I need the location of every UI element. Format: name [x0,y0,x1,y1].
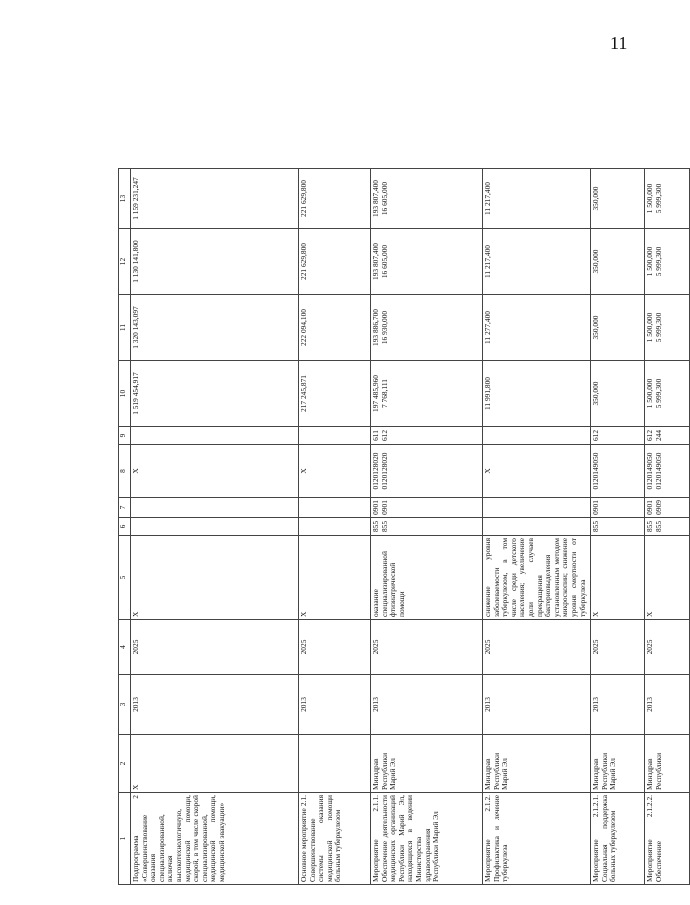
cell-value: 855 [653,520,663,533]
column-header-11: 11 [119,295,131,361]
cell-value: 16 605,000 [379,244,389,279]
cell-col-6 [299,518,371,536]
cell-value: 612 [379,429,389,442]
cell-col-5: X [591,536,645,620]
column-header-2: 2 [119,735,131,793]
table-row [371,169,483,885]
cell-value: 193 807,400 [371,180,380,217]
cell-value: 855 [591,520,600,533]
cell-col-6 [591,518,645,536]
cell-col-10 [483,361,591,427]
cell-value: 222 094,100 [299,309,308,346]
cell-value: 855 [379,520,389,533]
cell-value: 0909 [653,500,663,515]
cell-col-11 [371,295,483,361]
cell-value: 1 500,000 [645,246,654,277]
cell-value: 350,000 [591,315,600,340]
cell-col-8 [371,445,483,498]
cell-col-11 [299,295,371,361]
cell-value: 11 991,800 [483,377,492,410]
cell-col-12 [371,229,483,295]
cell-col-13 [483,169,591,229]
cell-col-4: 2025 [299,620,371,675]
cell-value: 1 159 231,247 [131,177,140,220]
cell-col-2: Минздрав Республики Марий Эл [591,735,645,793]
cell-value: 193 886,700 [371,309,380,346]
cell-col-3: 2013 [483,675,591,735]
cell-value: 350,000 [591,186,600,211]
column-header-5: 5 [119,536,131,620]
cell-col-6 [483,518,591,536]
cell-col-12 [483,229,591,295]
column-header-6: 6 [119,518,131,536]
cell-col-11 [645,295,690,361]
cell-col-13 [131,169,299,229]
cell-value: 11 277,400 [483,311,492,344]
table-row [299,169,371,885]
cell-col-9 [131,427,299,445]
cell-col-8 [591,445,645,498]
cell-col-10 [591,361,645,427]
cell-col-2: Минздрав Республики [645,735,690,793]
column-header-13: 13 [119,169,131,229]
cell-col-4: 2025 [371,620,483,675]
cell-value: 0901 [379,500,389,515]
column-number-row [119,169,131,885]
table-row [591,169,645,885]
cell-value: 350,000 [591,381,600,406]
column-header-7: 7 [119,498,131,518]
cell-col-8 [483,445,591,498]
cell-value: 16 605,000 [379,181,389,216]
cell-col-9 [483,427,591,445]
cell-col-2: X [131,735,299,793]
cell-value: X [131,468,140,474]
cell-value: 0901 [645,500,654,515]
cell-col-12 [645,229,690,295]
cell-col-3: 2013 [645,675,690,735]
cell-value [300,500,309,515]
cell-value: 7 768,111 [379,379,389,409]
cell-col-5: X [645,536,690,620]
cell-value: 0901 [591,500,600,515]
cell-value: 1 320 143,097 [131,306,140,349]
cell-col-7 [299,498,371,518]
cell-col-11 [483,295,591,361]
cell-value: 221 629,800 [299,243,308,280]
cell-col-4: 2025 [131,620,299,675]
cell-col-6 [371,518,483,536]
cell-col-11 [591,295,645,361]
column-header-1: 1 [119,793,131,885]
cell-value: 1 519 454,917 [131,372,140,415]
cell-col-7 [591,498,645,518]
cell-col-7 [483,498,591,518]
cell-value [300,520,309,533]
cell-value: 0901 [371,500,380,515]
cell-value: 1 130 141,800 [131,240,140,283]
cell-value: 5 999,300 [653,246,663,277]
cell-col-12 [131,229,299,295]
table-body [131,169,690,885]
cell-value: 5 999,300 [653,378,663,409]
cell-value [484,429,493,442]
cell-value: 0120149050 [591,452,600,490]
cell-col-4: 2025 [483,620,591,675]
cell-value: 350,000 [591,249,600,274]
table-row [131,169,299,885]
cell-value: 1 500,000 [645,378,654,409]
cell-value [300,429,309,442]
cell-col-9 [371,427,483,445]
cell-col-1: Основное мероприятие 2.1. Совершенствование системы оказания медицинской помощи больным туберкулезом [299,793,371,885]
page-number: 11 [610,33,628,53]
cell-col-7 [645,498,690,518]
program-funding-table [118,168,690,885]
cell-value: 0120128020 [371,452,380,490]
cell-col-9 [299,427,371,445]
cell-col-3: 2013 [371,675,483,735]
cell-col-3: 2013 [131,675,299,735]
cell-value: 1 500,000 [645,312,654,343]
cell-col-13 [591,169,645,229]
cell-col-3: 2013 [591,675,645,735]
column-header-8: 8 [119,445,131,498]
cell-value: 221 629,800 [299,180,308,217]
cell-col-6 [131,518,299,536]
cell-value: 611 [371,430,380,441]
cell-value: 193 807,400 [371,243,380,280]
cell-value [132,520,141,533]
cell-col-8 [131,445,299,498]
cell-col-1: Мероприятие 2.1.2. Профилактика и лечение туберкулеза [483,793,591,885]
cell-col-9 [645,427,690,445]
cell-col-10 [371,361,483,427]
cell-col-2: Минздрав Республики Марий Эл [371,735,483,793]
cell-col-13 [645,169,690,229]
cell-col-9 [591,427,645,445]
cell-value: 1 500,000 [645,183,654,214]
cell-value: 612 [591,429,600,442]
cell-value: 11 217,400 [483,182,492,215]
cell-col-5: снижение уровня заболеваемости туберкулезом, в том числе среди детского населения; увеличение доли случаев прекращения бактериовыделения установленным методом микроскопии; снижение уровня смертности от туберкулеза [483,536,591,620]
cell-value: 197 485,960 [371,375,380,412]
cell-col-12 [591,229,645,295]
cell-col-1: Мероприятие 2.1.1. Обеспечение деятельности медицинских организаций Республики Марий Эл, находящихся в ведении Министерства здравоохранения Республики Марий Эл [371,793,483,885]
cell-col-10 [299,361,371,427]
cell-value: 0120149050 [653,452,663,490]
cell-value: 217 245,871 [299,375,308,412]
cell-value: 612 [645,429,654,442]
cell-value [484,500,493,515]
table-row [645,169,690,885]
cell-value: 855 [371,520,380,533]
column-header-12: 12 [119,229,131,295]
cell-col-13 [299,169,371,229]
cell-col-6 [645,518,690,536]
cell-value: 244 [653,429,663,442]
cell-col-2 [299,735,371,793]
cell-value: 16 930,000 [379,310,389,345]
column-header-10: 10 [119,361,131,427]
cell-col-11 [131,295,299,361]
cell-col-1: Подпрограмма 2 «Совершенствование оказания специализированной, включая высокотехнологичную, медицинской помощи, скорой, в том числе скорой специализированной, медицинской помощи, медицинской эвакуации» [131,793,299,885]
column-header-9: 9 [119,427,131,445]
cell-col-1: Мероприятие 2.1.2.1. Социальная поддержка больных туберкулезом [591,793,645,885]
cell-col-7 [371,498,483,518]
cell-col-4: 2025 [591,620,645,675]
cell-value: 11 217,400 [483,245,492,278]
cell-col-5: оказание специализированной фтизиатрической помощи [371,536,483,620]
cell-col-8 [645,445,690,498]
cell-col-4: 2025 [645,620,690,675]
cell-col-5: X [131,536,299,620]
cell-value: 5 999,300 [653,183,663,214]
cell-col-8 [299,445,371,498]
cell-value: 0120149050 [645,452,654,490]
cell-value [132,429,141,442]
cell-value: X [483,468,492,474]
cell-col-10 [131,361,299,427]
column-header-4: 4 [119,620,131,675]
cell-col-10 [645,361,690,427]
table-row [483,169,591,885]
cell-col-1: Мероприятие 2.1.2.2. Обеспечение [645,793,690,885]
cell-value: X [299,468,308,474]
cell-value: 0120128020 [379,452,389,490]
cell-value [484,520,493,533]
cell-col-3: 2013 [299,675,371,735]
cell-value: 5 999,300 [653,312,663,343]
cell-value [132,500,141,515]
cell-col-7 [131,498,299,518]
cell-col-13 [371,169,483,229]
cell-col-12 [299,229,371,295]
cell-col-2: Минздрав Республики Марий Эл [483,735,591,793]
cell-col-5: X [299,536,371,620]
cell-value: 855 [645,520,654,533]
column-header-3: 3 [119,675,131,735]
